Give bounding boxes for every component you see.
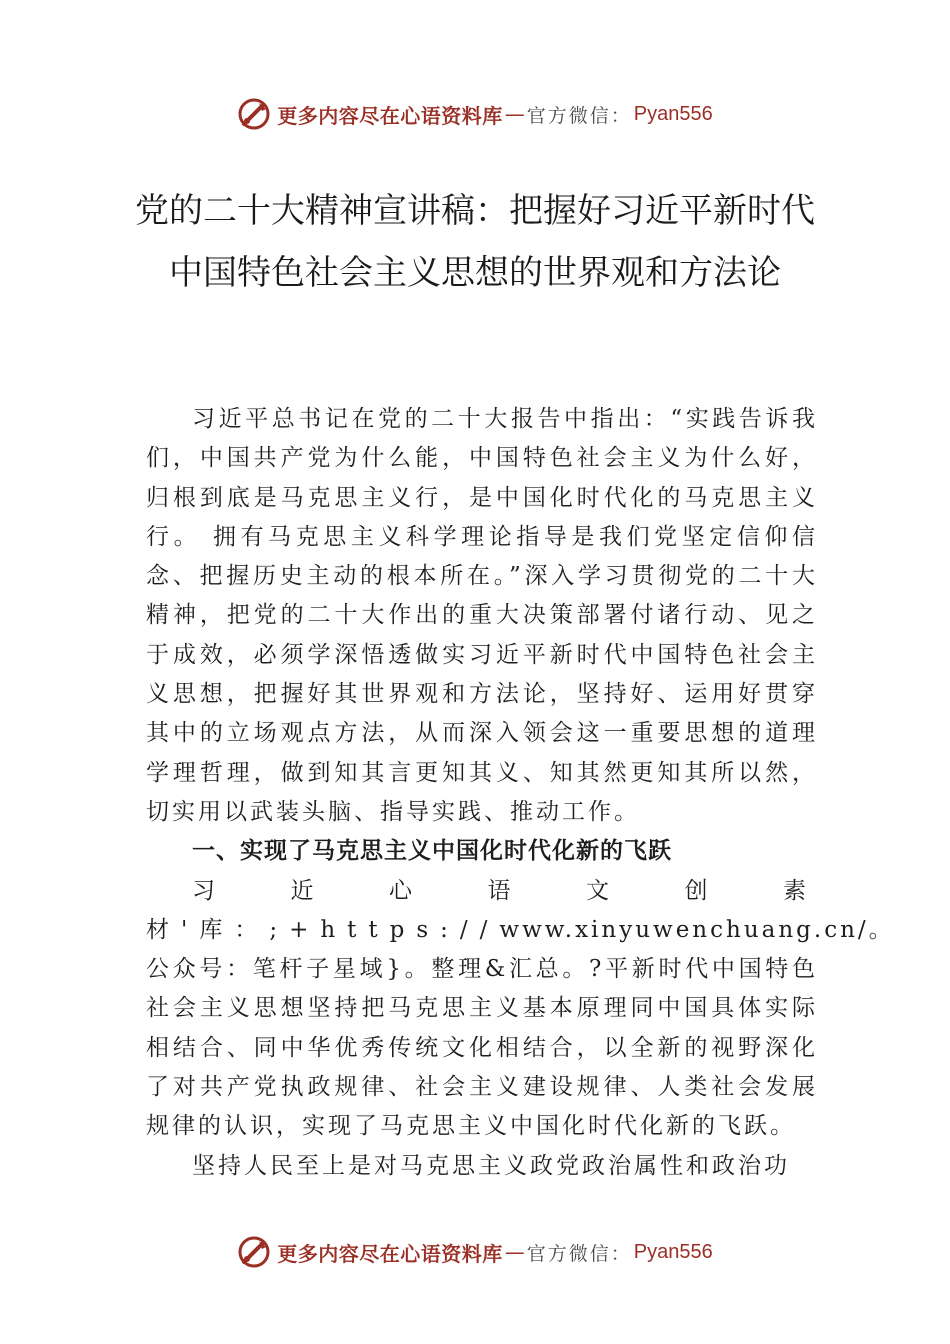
paragraph-section-1-spaced: 习近心语文创素材'库：;+https://	[146, 877, 818, 943]
banner-colon: ：	[610, 1242, 630, 1265]
banner-wechat-handle: Pyan556	[633, 1240, 713, 1263]
banner-wechat-label: 官方微信	[526, 104, 611, 127]
brush-logo-icon	[237, 97, 271, 131]
banner-wechat-handle: Pyan556	[633, 102, 713, 125]
banner-separator: —	[504, 1240, 525, 1264]
paragraph-section-1	[146, 872, 895, 1147]
footer-watermark-banner	[0, 1230, 950, 1274]
paragraph-section-1-rest: www.xinyuwenchuang.cn/。公众号：笔杆子星域}。整理&汇总。?平新时代中国特色社会主义思想坚持把马克思主义基本原理同中国具体实际相结合、同中华优秀传统文化相结合，以全新的视野深化了对共产党执政规律、社会主义建设规律、人类社会发展规律的认识，实现了马克思主义中国化时代化新的飞跃。	[146, 916, 895, 1140]
banner-wechat-label: 官方微信	[526, 1242, 611, 1265]
paragraph-intro: 习近平总书记在党的二十大报告中指出：“实践告诉我们，中国共产党为什么能，中国特色社会主义为什么好，归根到底是马克思主义行，是中国化时代化的马克思主义行。 拥有马克思主义科学理论指导是我们党坚定信仰信念、把握历史主动的根本所在。”深入学习贯彻党的二十大精神，把党的二十大作出的重大决策部署付诸行动、见之于成效，必须学深悟透做实习近平新时代中国特色社会主义思想，把握好其世界观和方法论，坚持好、运用好贯穿其中的立场观点方法，从而深入领会这一重要思想的道理学理哲理，做到知其言更知其义、知其然更知其所以然，切实用以武装头脑、指导实践、推动工作。	[146, 406, 818, 825]
document-title: 党的二十大精神宣讲稿：把握好习近平新时代中国特色社会主义思想的世界观和方法论	[135, 191, 815, 293]
banner-brand-text: 更多内容尽在心语资料库	[277, 1241, 503, 1266]
banner-colon: ：	[610, 104, 630, 127]
paragraph-people-first: 坚持人民至上是对马克思主义政党政治属性和政治功	[192, 1152, 790, 1179]
section-heading-1: 一、实现了马克思主义中国化时代化新的飞跃	[192, 838, 672, 865]
brush-logo-icon	[237, 1235, 271, 1269]
header-watermark-banner	[0, 92, 950, 136]
banner-brand-text: 更多内容尽在心语资料库	[277, 103, 503, 128]
banner-separator: —	[504, 102, 525, 126]
document-body	[146, 400, 895, 1186]
